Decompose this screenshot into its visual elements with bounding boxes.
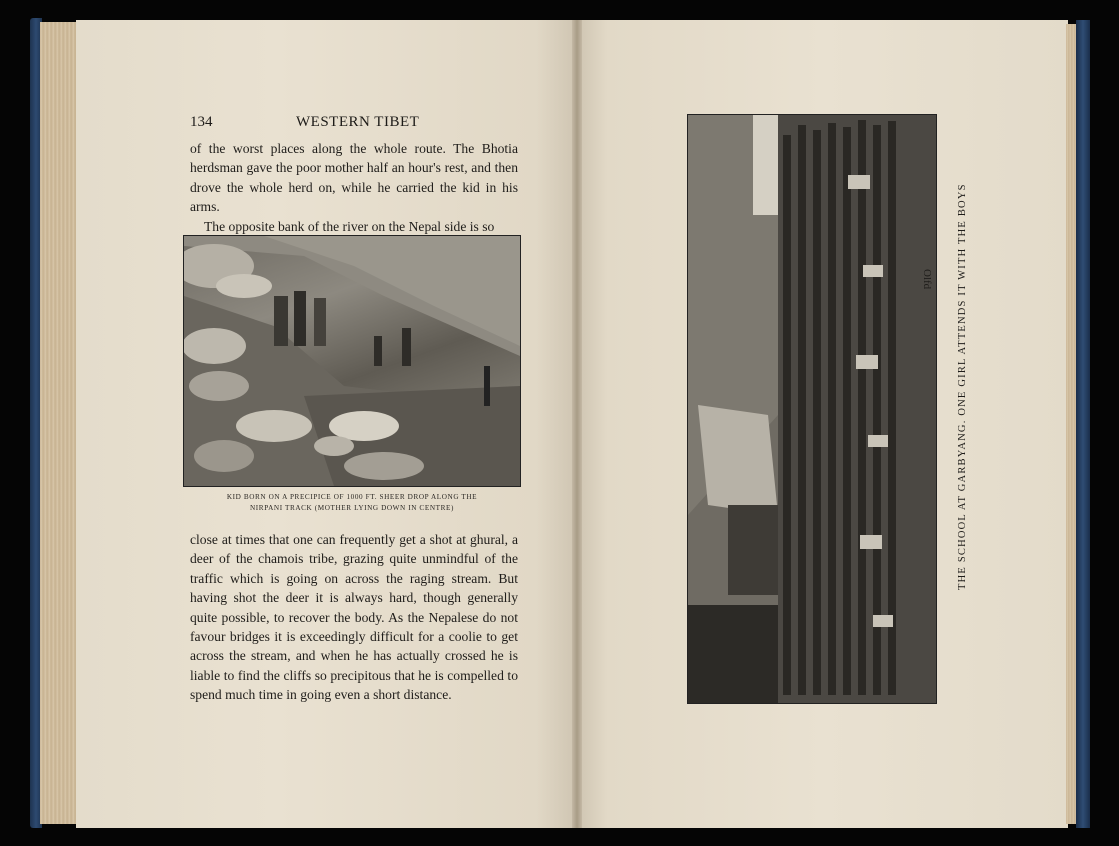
school-photo-illustration (688, 115, 936, 703)
paragraph-1 (190, 139, 518, 236)
goat-herd-photograph (183, 235, 521, 487)
goat-herd-photo-illustration (184, 236, 520, 486)
plate-mark: Olfd (921, 269, 933, 290)
paragraph-2-text: The opposite bank of the river on the Nepal side is so (204, 218, 495, 234)
paragraph-1-text: of the worst places along the whole route. The Bhotia herdsman gave the poor mother half an hour's rest, and then drove the whole herd on, while he carried the kid in his arms. (190, 141, 518, 215)
figure-caption-line-2: NIRPANI TRACK (MOTHER LYING DOWN IN CENTRE) (250, 504, 454, 512)
figure-caption (185, 492, 519, 514)
paragraph-3: close at times that one can frequently get a shot at ghural, a deer of the chamois tribe, grazing quite unmindful of the traffic which is going on across the raging stream. But having shot the deer it is always hard, though generally quite possible, to recover the body. As the Nepalese do not favour bridges it is exceedingly difficult for a coolie to get across the stream, and when he has actually crossed he is liable to find the cliffs so precipitous that he is compelled to spend much time in going even a short distance. (190, 532, 518, 703)
school-group-photograph (687, 114, 937, 704)
page-header (190, 114, 520, 136)
book-gutter (572, 20, 582, 828)
page-edges-left (40, 22, 80, 824)
plate-caption: THE SCHOOL AT GARBYANG. ONE GIRL ATTENDS IT WITH THE BOYS (957, 183, 968, 590)
book-spine-right (1076, 20, 1090, 828)
running-title: WESTERN TIBET (296, 114, 420, 130)
figure-caption-line-1: KID BORN ON A PRECIPICE OF 1000 FT. SHEER DROP ALONG THE (226, 493, 478, 501)
page-number: 134 (190, 114, 213, 130)
